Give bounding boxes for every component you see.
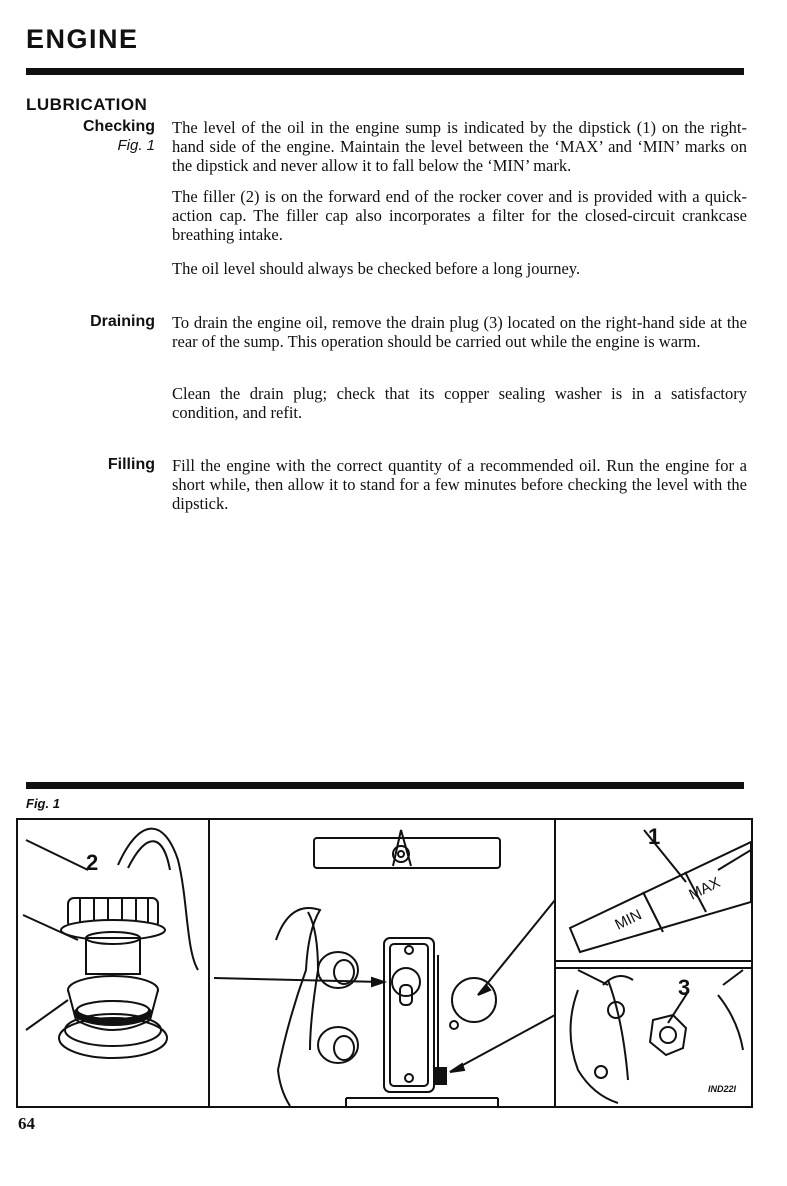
checking-paragraph-2: The filler (2) is on the forward end of the rocker cover and is provided with a quick-action cap. The filler cap also incorporates a filter for the closed-circuit crankcase breathing intake. (172, 187, 747, 244)
figure-code: IND22I (708, 1084, 737, 1094)
rocker-cover-illustration (214, 830, 555, 1106)
figure-rule (26, 782, 744, 789)
checking-label: Checking (82, 118, 155, 135)
draining-paragraph-1: To drain the engine oil, remove the drain plug (3) located on the right-hand side at the rear of the sump. This operation should be carried out while the engine is warm. (172, 313, 747, 351)
checking-paragraph-3: The oil level should always be checked before a long journey. (172, 259, 581, 278)
dipstick-min-mark: MIN (612, 906, 645, 934)
callout-3: 3 (678, 975, 691, 1000)
draining-paragraph-2: Clean the drain plug; check that its copper sealing washer is in a satisfactory condition, and refit. (172, 384, 747, 422)
checking-paragraph-1: The level of the oil in the engine sump is indicated by the dipstick (1) on the right-hand side of the engine. Maintain the level between the ‘MAX’ and ‘MIN’ marks on the dipstick and never allow it to fall below the ‘MIN’ mark. (172, 118, 747, 175)
figure-caption: Fig. 1 (26, 796, 60, 811)
section-heading: LUBRICATION (26, 95, 148, 114)
figure-1 (16, 818, 753, 1108)
filler-cap-illustration (23, 829, 198, 1058)
draining-label: Draining (90, 313, 155, 330)
page-number: 64 (18, 1114, 35, 1133)
dipstick-max-mark: MAX (686, 874, 723, 904)
filling-paragraph-1: Fill the engine with the correct quantity of a recommended oil. Run the engine for a short while, then allow it to stand for a few minutes before checking the level with the dipstick. (172, 456, 747, 513)
page-title: ENGINE (26, 24, 139, 54)
dipstick-illustration (570, 830, 751, 952)
filling-label: Filling (107, 456, 155, 473)
callout-2: 2 (86, 850, 99, 875)
checking-fig-ref: Fig. 1 (117, 137, 155, 154)
callout-1: 1 (648, 824, 661, 849)
header-rule (26, 68, 744, 75)
